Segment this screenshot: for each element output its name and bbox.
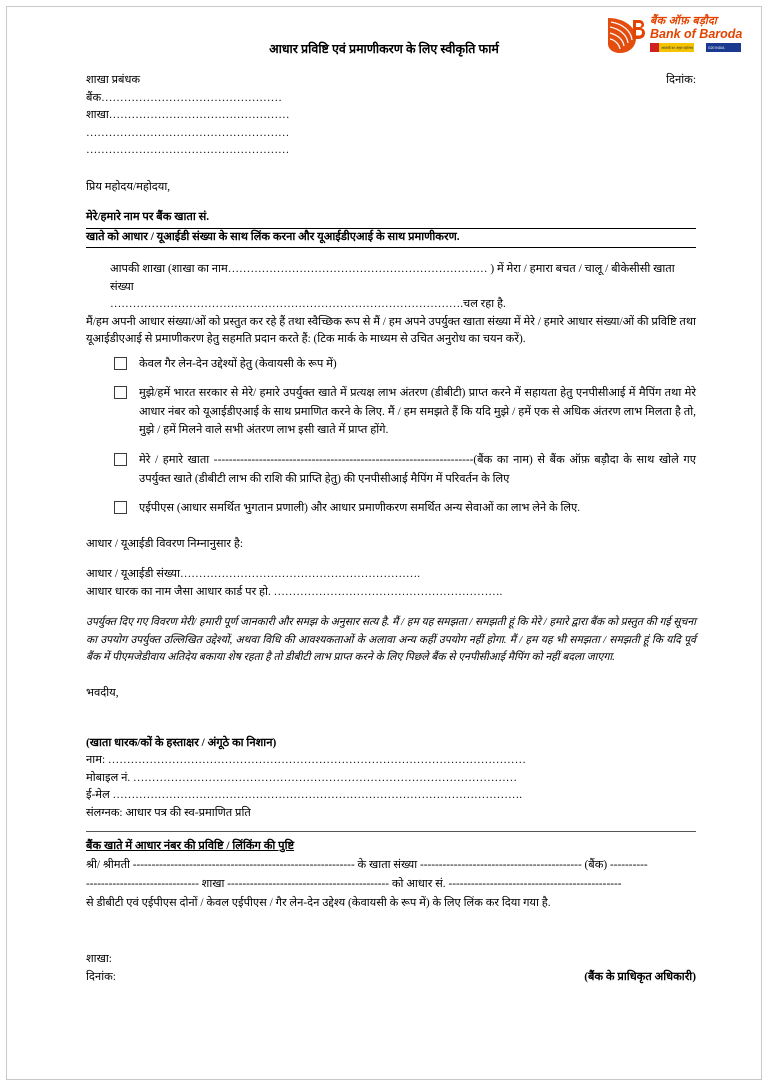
salutation: प्रिय महोदय/महोदया, [86,180,171,193]
badge-right-label: G20 INDIA [708,45,725,50]
checkbox-icon[interactable] [114,357,127,370]
consent-paragraph: मैं/हम अपनी आधार संख्या/ओं को प्रस्तुत कर रहे हैं तथा स्वैच्छिक रूप से मैं / हम अपने उपर्युक्त खाता संख्या में मेरे / हमारे आधार संख्या/ओं की प्रविष्टि तथा यूआईडीएआई से प्रमाणीकरण हेतु सहमति प्रदान करते हैं: (टिक मार्क के माध्यम से उचित अनुरोध का चयन करें). [86,315,696,345]
page-title: आधार प्रविष्टि एवं प्रमाणीकरण के लिए स्वीकृति फार्म [269,42,499,56]
account-number-label: मेरे/हमारे नाम पर बैंक खाता सं. [86,211,210,223]
aadhaar-holder-name-field[interactable]: आधार धारक का नाम जैसा आधार कार्ड पर हो. ……………………………………………………. [86,585,503,598]
footer-branch-label[interactable]: शाखा: [86,953,112,966]
logo-hindi-name: बैंक ऑफ़ बड़ौदा [650,15,717,27]
confirmation-title: बैंक खाते में आधार नंबर की प्रविष्टि / लिंकिंग की पुष्टि [86,840,295,853]
confirmation-block [86,838,696,913]
signature-block-title: (खाता धारक/कों के हस्ताक्षर / अंगूठे का निशान) [86,736,277,749]
footer-block [86,951,696,986]
logo-english-name: Bank of Baroda [650,27,743,41]
signature-email-field[interactable]: ई-मेल ………………………………………………………………………………………………. [86,789,523,802]
consent-option-label: मेरे / हमारे खाता ---------------------------------------------------------------------(बैंक का नाम) से बैंक ऑफ़ बड़ौदा के साथ खोले गए उपर्युक्त खाते (डीबीटी लाभ की राशि की प्राप्ति हेतु) की एनपीसीआई मैपिंग में परिवर्तन के लिए [139,454,696,485]
closing-line: भवदीय, [86,687,119,700]
consent-options-list [86,355,696,518]
consent-option-label: एईपीएस (आधार समर्थित भुगतान प्रणाली) और आधार प्रमाणीकरण समर्थित अन्य सेवाओं का लाभ लेने के लिए. [139,502,581,515]
subject-heading: खाते को आधार / यूआईडी संख्या के साथ लिंक करना और यूआईडीएआई के साथ प्रमाणीकरण. [86,229,696,249]
section-divider [86,831,696,832]
addressee-blank-line-2: ……………………………………………… [86,144,290,156]
consent-option-dbt-npci-mapping[interactable] [114,384,696,440]
addressee-and-date [86,72,696,160]
signature-mobile-field[interactable]: मोबाइल नं. ………………………………………………………………………………………… [86,771,518,784]
signature-attachment-note: संलग्नक: आधार पत्र की स्व-प्रमाणित प्रति [86,806,251,819]
consent-option-non-transaction[interactable] [114,355,696,374]
aadhaar-details-block [86,536,696,602]
footer-date-row [86,969,696,987]
checkbox-icon[interactable] [114,386,127,399]
addressee-bank-line: बैंक………………………………………… [86,91,282,104]
confirmation-line-3: से डीबीटी एवं एईपीएस दोनों / केवल एईपीएस / गैर लेन-देन उद्देश्य (केवायसी के रूप में) के लिए लिंक कर दिया गया है. [86,897,551,910]
date-label: दिनांक: [666,74,696,86]
badge-left-label: आज़ादी का अमृत महोत्सव [661,45,694,50]
authorised-official-label: (बैंक के प्राधिकृत अधिकारी) [584,970,696,983]
document-header [0,0,768,72]
consent-option-label: केवल गैर लेन-देन उद्देश्यों हेतु (केवायसी के रूप में) [139,357,337,370]
branch-paragraph [86,261,696,314]
aadhaar-details-heading: आधार / यूआईडी विवरण निम्नानुसार है: [86,537,243,550]
consent-option-npci-mapping-change[interactable] [114,451,696,488]
confirmation-line-1[interactable]: श्री/ श्रीमती ----------------------------------------------------------- के खाता संख्या ------------------------------------------- (बैंक) ---------- [86,858,648,871]
account-number-row[interactable] [86,209,696,229]
document-body [0,72,768,986]
aadhaar-number-field[interactable]: आधार / यूआईडी संख्या………………………………………………………. [86,568,421,581]
branch-paragraph-line-1: आपकी शाखा (शाखा का नाम…………………………………………………………… ) में मेरा / हमारा बचत / चालू / बीकेसीसी खाता संख्या [110,263,675,293]
consent-option-label: मुझे/हमें भारत सरकार से मेरे/ हमारे उपर्युक्त खाते में प्रत्यक्ष लाभ अंतरण (डीबीटी) प्राप्त करने में सहायता हेतु एनपीसीआई में मैपिंग तथा मेरे आधार नंबर को यूआईडीएआई के साथ प्रमाणित करने के लिए. मैं / हम समझते हैं कि यदि मुझे / हमें एक से अधिक अंतरण लाभ मिलता है तो, मुझे / हमें मिलने वाले सभी अंतरण लाभ इसी खाते में प्राप्त होंगे. [139,387,696,437]
addressee-to-line: शाखा प्रबंधक [86,74,141,86]
confirmation-line-2[interactable]: ------------------------------ शाखा ------------------------------------------- को आधार सं. ---------------------------------------------- [86,878,622,891]
footer-date-label[interactable]: दिनांक: [86,970,116,983]
addressee-block [86,72,290,160]
checkbox-icon[interactable] [114,453,127,466]
branch-paragraph-line-2: ………………………………………………………………………………….चल रहा है. [110,298,506,310]
checkbox-icon[interactable] [114,501,127,514]
addressee-branch-line: शाखा………………………………………… [86,109,290,121]
consent-option-aeps-services[interactable] [114,499,696,518]
signature-name-field[interactable]: नाम: ………………………………………………………………………………………………… [86,754,526,767]
declaration-paragraph: उपर्युक्त दिए गए विवरण मेरी/ हमारी पूर्ण जानकारी और समझ के अनुसार सत्य है. मैं / हम यह समझता / समझती हूं कि मेरे / हमारे द्वारा बैंक को प्रस्तुत की गई सूचना का उपयोग उपर्युक्त उल्लिखित उद्देश्यों, अथवा विधि की आवश्यकताओं के अलावा अन्य कहीं उपयोग नहीं होगा. मैं / हम यह भी समझता / समझती हूं कि यदि पूर्व बैंक में पीएमजेडीवाय अतिदेय बकाया शेष रहता है तो डीबीटी लाभ प्राप्त करने के लिए पिछले बैंक से एनपीसीआई मैपिंग को नहीं बदला जाएगा. [86,616,696,664]
signature-block [86,735,696,823]
addressee-blank-line-1: ……………………………………………… [86,126,290,139]
